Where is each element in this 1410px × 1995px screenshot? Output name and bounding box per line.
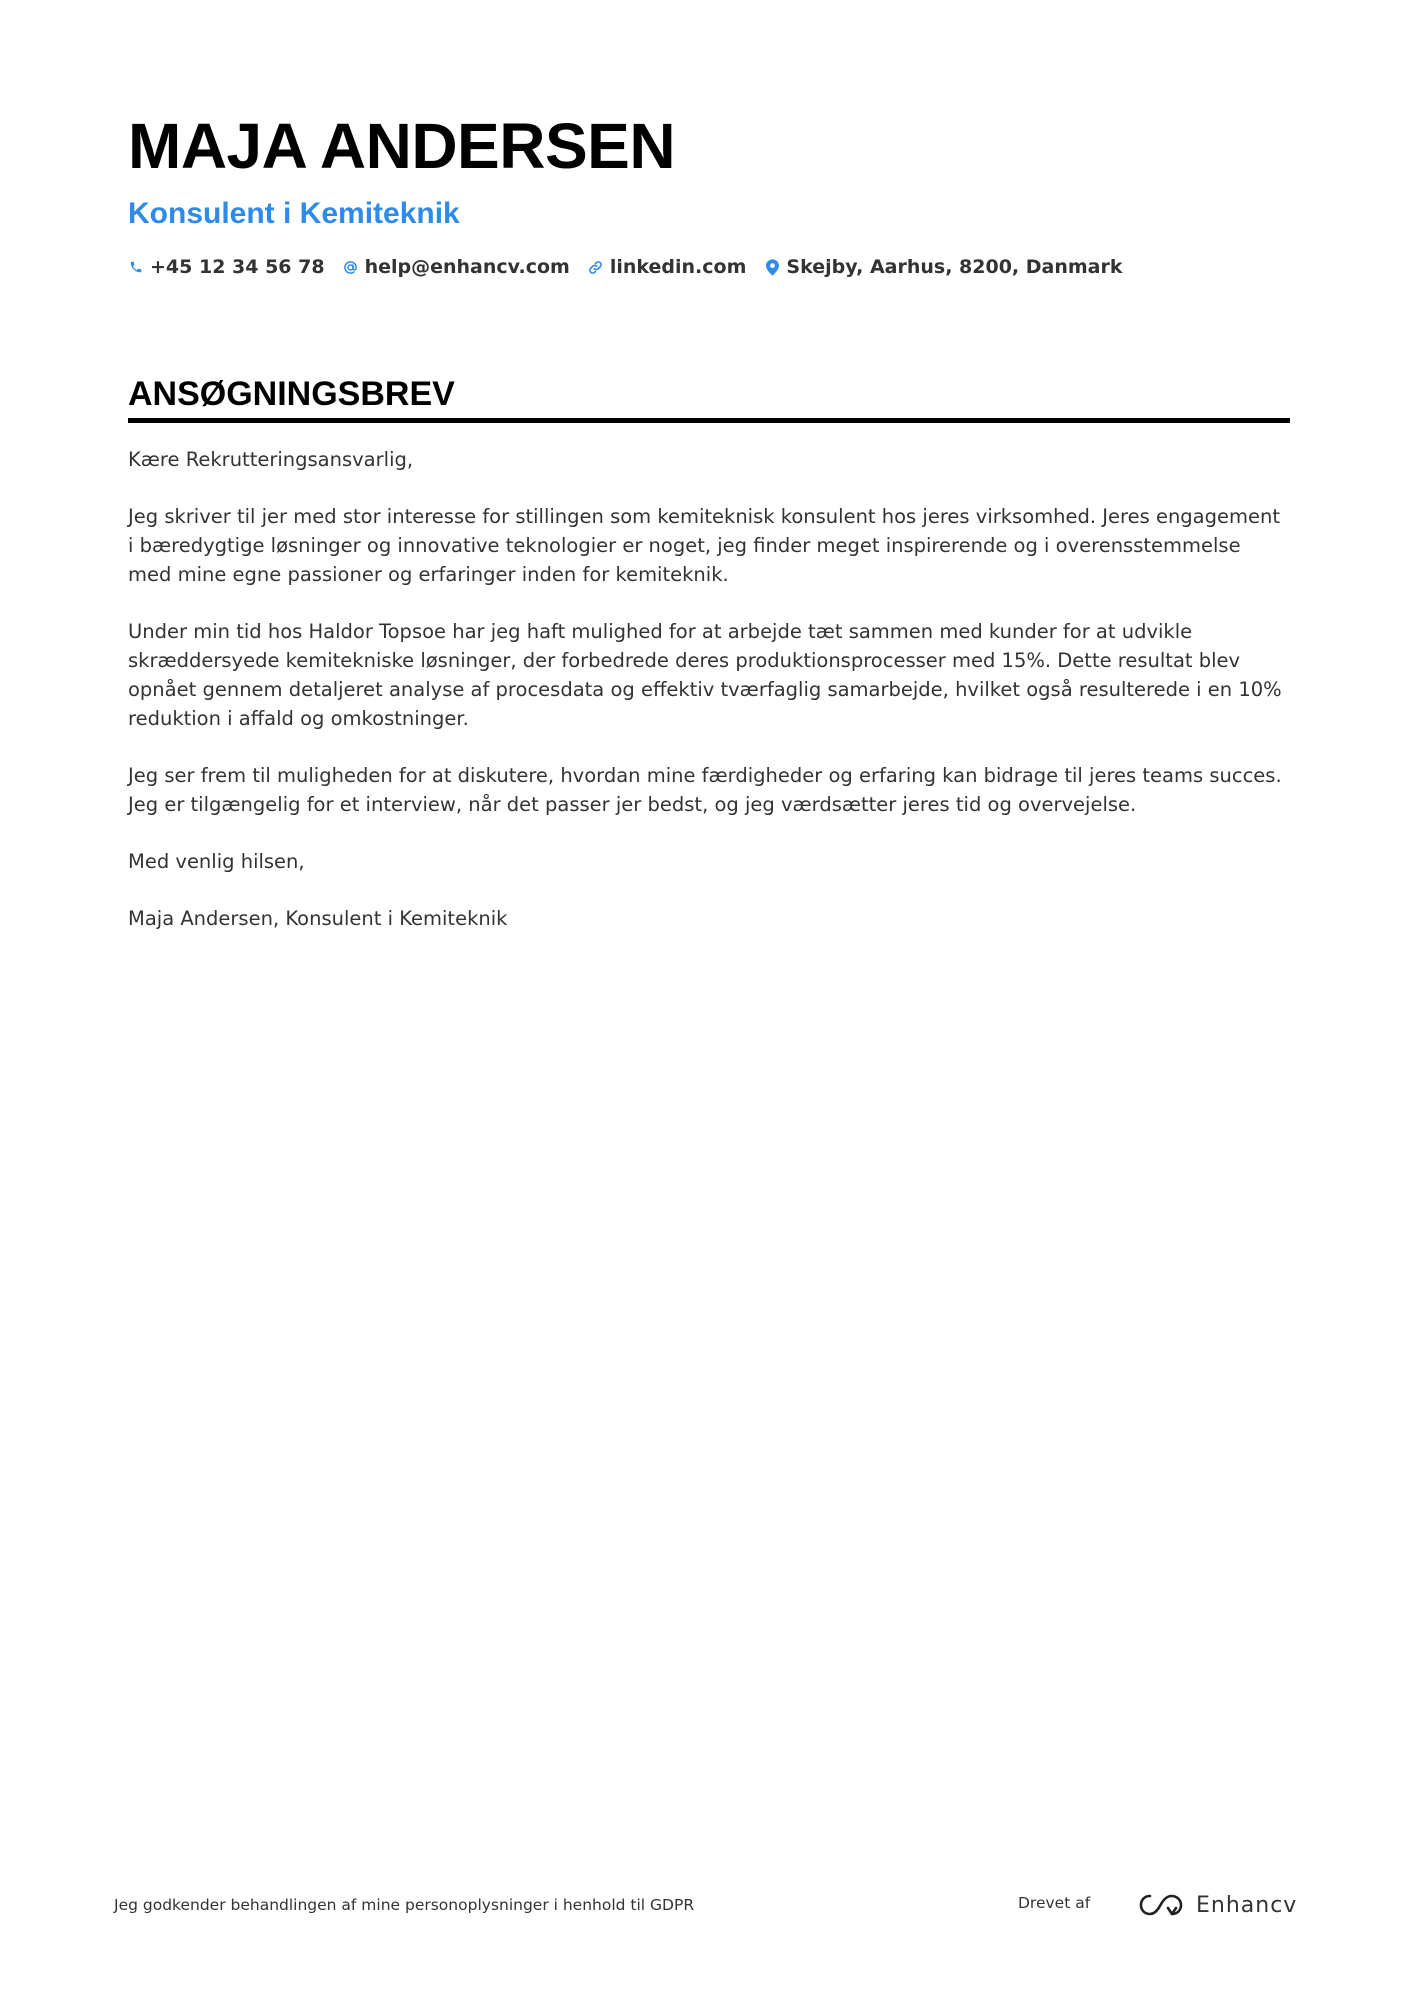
- contact-linkedin[interactable]: [588, 256, 747, 278]
- gdpr-consent-text: Jeg godkender behandlingen af mine personoplysninger i henhold til GDPR: [114, 1896, 695, 1914]
- link-icon: [588, 258, 604, 276]
- contact-location-text: Skejby, Aarhus, 8200, Danmark: [786, 256, 1123, 278]
- applicant-name: MAJA ANDERSEN: [128, 110, 676, 182]
- contact-location: [764, 256, 1122, 278]
- contact-email-text: help@enhancv.com: [364, 256, 570, 278]
- contact-linkedin-text: linkedin.com: [609, 256, 747, 278]
- cover-letter-page: [128, 108, 1290, 961]
- section-heading: ANSØGNINGSBREV: [128, 374, 1290, 423]
- contact-phone-text: +45 12 34 56 78: [150, 256, 325, 278]
- letter-greeting: Kære Rekrutteringsansvarlig,: [128, 448, 414, 471]
- contact-email[interactable]: [343, 256, 570, 278]
- enhancv-logo-icon: [1138, 1892, 1184, 1918]
- enhancv-brand-name: Enhancv: [1196, 1892, 1298, 1918]
- letter-paragraph-1: Jeg skriver til jer med stor interesse for stillingen som kemiteknisk konsulent hos jeres virksomhed. Jeres engagement i bæredygtige løsninger og innovative teknologier er noget, jeg finder meget inspirerende og i overensstemmelse med mine egne passioner og erfaringer inden for kemiteknik.: [128, 505, 1281, 586]
- contact-phone[interactable]: [128, 256, 325, 278]
- at-icon: [343, 258, 359, 276]
- letter-paragraph-2: Under min tid hos Haldor Topsoe har jeg haft mulighed for at arbejde tæt sammen med kunder for at udvikle skræddersyede kemitekniske løsninger, der forbedrede deres produktionsprocesser med 15%. Dette resultat blev opnået gennem detaljeret analyse af procesdata og effektiv tværfaglig samarbejde, hvilket også resulterede i en 10% reduktion i affald og omkostninger.: [128, 620, 1282, 730]
- powered-by-label: Drevet af: [1018, 1894, 1091, 1912]
- letter-body: [128, 445, 1290, 933]
- letter-paragraph-3: Jeg ser frem til muligheden for at diskutere, hvordan mine færdigheder og erfaring kan bidrage til jeres teams succes. Jeg er tilgængelig for et interview, når det passer jer bedst, og jeg værdsætter jeres tid og overvejelse.: [128, 764, 1282, 816]
- letter-closing: Med venlig hilsen,: [128, 850, 305, 873]
- enhancv-brand-link[interactable]: [1138, 1888, 1297, 1922]
- applicant-title: Konsulent i Kemiteknik: [128, 197, 460, 230]
- location-pin-icon: [764, 258, 780, 276]
- letter-signature: Maja Andersen, Konsulent i Kemiteknik: [128, 907, 508, 930]
- page-footer: [114, 1888, 1298, 1924]
- phone-icon: [128, 258, 144, 276]
- contact-bar: [128, 256, 1290, 278]
